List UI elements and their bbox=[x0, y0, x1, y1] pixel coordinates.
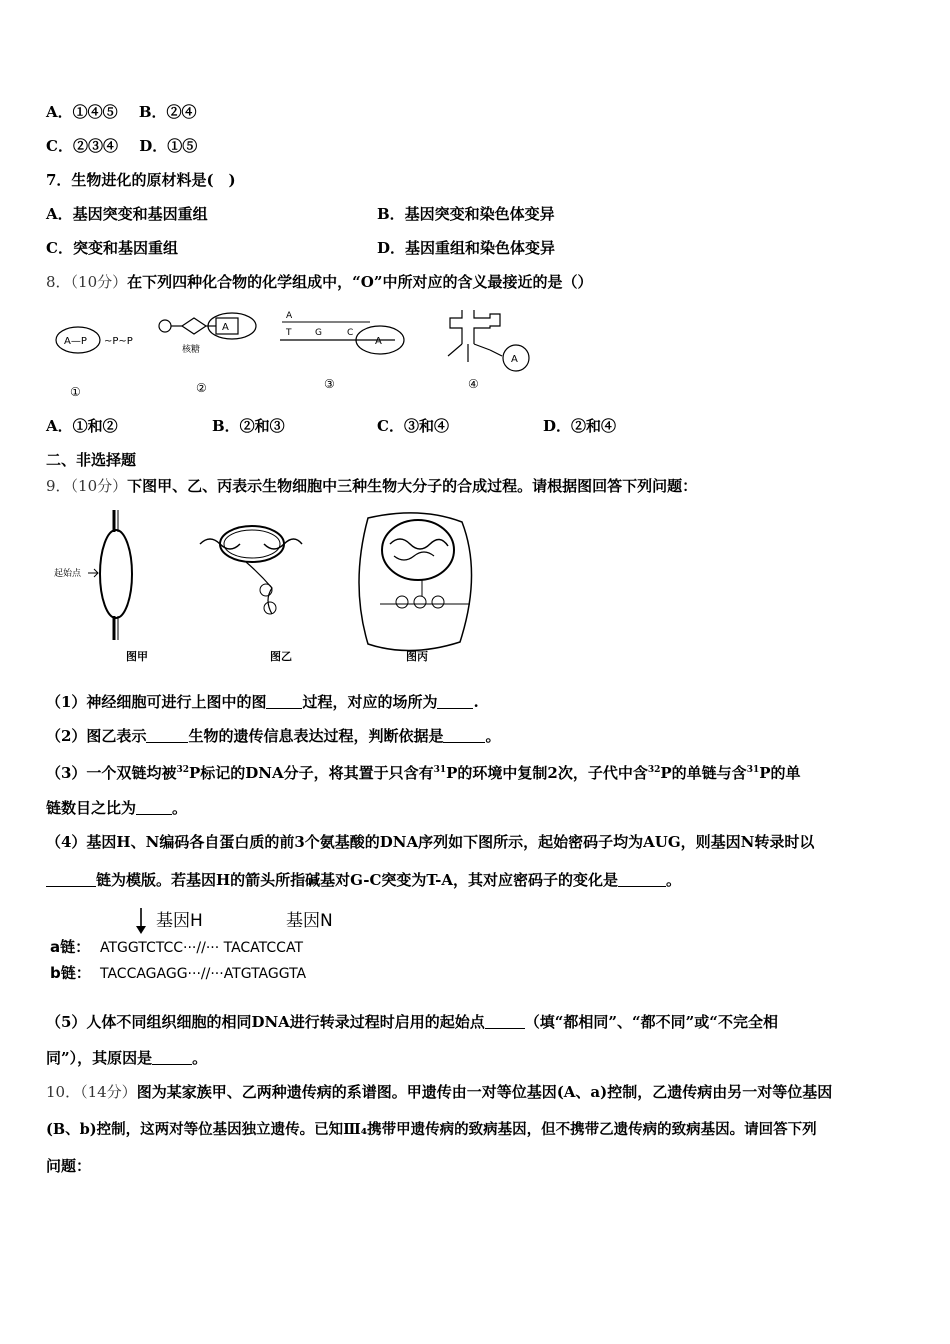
q7-stem: 7．生物进化的原材料是( ) bbox=[46, 171, 236, 189]
q9-part3-sup4: 31 bbox=[746, 765, 760, 775]
q9-part2-blank1[interactable] bbox=[146, 728, 188, 743]
q7-option-b: B．基因突变和染色体变异 bbox=[377, 205, 555, 223]
q9-part4-blank1[interactable] bbox=[46, 872, 96, 887]
fig-bing-label: 图丙 bbox=[406, 650, 428, 663]
q9-part5-text2: （填“都相同”、“都不同”或“不完全相 bbox=[524, 1013, 778, 1031]
gene-h-label: 基因H bbox=[156, 911, 203, 931]
q9-part4-cont bbox=[46, 870, 681, 890]
q7-option-d: D．基因重组和染色体变异 bbox=[377, 239, 556, 257]
f1-tail: ~P~P bbox=[104, 336, 133, 347]
q8-number: 8．（10分） bbox=[46, 273, 128, 291]
q10-line1 bbox=[46, 1082, 832, 1102]
f3-letter-c: C bbox=[347, 328, 354, 338]
q9-part3-end: 。 bbox=[172, 799, 188, 817]
q9-part5-text: （5）人体不同组织细胞的相同DNA进行转录过程时启用的起始点 bbox=[46, 1013, 485, 1031]
q8-option-a: A．①和② bbox=[46, 417, 118, 435]
q9-synthesis-figure bbox=[50, 504, 480, 668]
q9-part4: （4）基因H、N编码各自蛋白质的前3个氨基酸的DNA序列如下图所示，起始密码子均为AUG，则基因N转录时以 bbox=[46, 833, 815, 851]
q9-part2-end: 。 bbox=[485, 727, 501, 745]
q9-part3-sup3: 32 bbox=[647, 765, 661, 775]
q6-option-c: C．②③④ bbox=[46, 137, 118, 155]
q6-option-d: D．①⑤ bbox=[139, 137, 198, 155]
q6-options-row1 bbox=[46, 102, 197, 122]
section-heading: 二、非选择题 bbox=[46, 451, 137, 469]
q10-number: 10．（14分） bbox=[46, 1083, 137, 1101]
q9-part3-text-e: P的单 bbox=[759, 764, 801, 782]
q9-part1-text: （1）神经细胞可进行上图中的图 bbox=[46, 693, 267, 711]
q9-part3-text-a: （3）一个双链均被 bbox=[46, 764, 177, 782]
q9-part3-sup1: 32 bbox=[176, 765, 189, 775]
q9-part3-cont bbox=[46, 798, 187, 818]
q9-stem-line bbox=[46, 476, 697, 496]
q7-option-c: C．突变和基因重组 bbox=[46, 239, 178, 257]
f2-caption: 核糖 bbox=[182, 345, 201, 355]
f1-number: ① bbox=[70, 385, 81, 399]
q7-option-a: A．基因突变和基因重组 bbox=[46, 205, 208, 223]
f4-circle-label: A bbox=[511, 354, 518, 365]
mutation-arrow-icon bbox=[136, 926, 146, 934]
f3-letter-t: T bbox=[286, 328, 292, 338]
b-chain-seq: TACCAGAGG···//···ATGTAGGTA bbox=[100, 966, 307, 982]
q9-part2 bbox=[46, 726, 500, 746]
fig-yi-label: 图乙 bbox=[270, 650, 292, 663]
f3-letter-g: G bbox=[315, 328, 322, 338]
q8-option-d: D．②和④ bbox=[543, 417, 617, 435]
q6-option-b: B．②④ bbox=[138, 103, 197, 121]
q9-part5-cont bbox=[46, 1048, 207, 1068]
q9-part1-end: . bbox=[473, 693, 479, 711]
q9-part2-blank2[interactable] bbox=[443, 728, 485, 743]
q8-option-c: C．③和④ bbox=[377, 417, 449, 435]
a-chain-label: a链： bbox=[50, 938, 91, 956]
q9-part2-text: （2）图乙表示 bbox=[46, 727, 147, 745]
q9-part3-text-b: P标记的DNA分子，将其置于只含有 bbox=[188, 764, 434, 782]
q9-part5-blank1[interactable] bbox=[485, 1014, 525, 1029]
b-chain-label: b链： bbox=[50, 964, 91, 982]
fig-jia-label: 图甲 bbox=[126, 650, 148, 663]
f4-number: ④ bbox=[468, 377, 479, 391]
q9-part3 bbox=[46, 760, 801, 783]
a-chain-seq: ATGGTCTCC···//··· TACATCCAT bbox=[100, 940, 303, 956]
dna-sequence-figure bbox=[50, 906, 380, 986]
q8-stem-line bbox=[46, 272, 592, 292]
f3-number: ③ bbox=[324, 377, 335, 391]
q9-part1-blank1[interactable] bbox=[266, 694, 302, 709]
q9-part3-text-f: 链数目之比为 bbox=[46, 799, 137, 817]
q8-stem: 在下列四种化合物的化学组成中，“O”中所对应的含义最接近的是（） bbox=[127, 273, 593, 291]
q9-part1-blank2[interactable] bbox=[437, 694, 473, 709]
q9-part2-text2: 生物的遗传信息表达过程，判断依据是 bbox=[188, 727, 444, 745]
q9-number: 9．（10分） bbox=[46, 477, 128, 495]
q9-part3-sup2: 31 bbox=[433, 765, 447, 775]
q10-line3: 问题： bbox=[46, 1157, 92, 1175]
f1-label: A—P bbox=[64, 336, 87, 347]
q9-part3-text-c: P的环境中复制2次，子代中含 bbox=[446, 764, 648, 782]
q9-part1 bbox=[46, 692, 479, 712]
q8-compound-figure bbox=[50, 304, 550, 400]
f2-label: A bbox=[222, 322, 229, 333]
q9-part4-end: 。 bbox=[665, 871, 681, 889]
f3-letter-a: A bbox=[286, 311, 293, 321]
q9-part4-text2: 链为模版。若基因H的箭头所指碱基对G-C突变为T-A，其对应密码子的变化是 bbox=[96, 871, 618, 889]
q9-part5-blank2[interactable] bbox=[152, 1050, 192, 1065]
fig-origin-label: 起始点 bbox=[54, 569, 82, 579]
q9-part3-text-d: P的单链与含 bbox=[660, 764, 747, 782]
q6-option-a: A．①④⑤ bbox=[46, 103, 118, 121]
q9-part3-blank[interactable] bbox=[136, 800, 172, 815]
gene-n-label: 基因N bbox=[286, 911, 333, 931]
q9-part5-text3: 同”），其原因是 bbox=[46, 1049, 153, 1067]
q10-text1: 图为某家族甲、乙两种遗传病的系谱图。甲遗传由一对等位基因(A、a)控制，乙遗传病由另一对等位基因 bbox=[136, 1083, 833, 1101]
q9-stem: 下图甲、乙、丙表示生物细胞中三种生物大分子的合成过程。请根据图回答下列问题： bbox=[127, 477, 698, 495]
q9-part5 bbox=[46, 1012, 778, 1032]
q9-part4-blank2[interactable] bbox=[618, 872, 666, 887]
f2-number: ② bbox=[196, 381, 207, 395]
q9-part5-end: 。 bbox=[192, 1049, 208, 1067]
f3-circle-label: A bbox=[375, 336, 382, 347]
q6-options-row2 bbox=[46, 136, 197, 156]
q9-part1-text2: 过程，对应的场所为 bbox=[302, 693, 438, 711]
q8-option-b: B．②和③ bbox=[212, 417, 285, 435]
q10-line2: (B、b)控制，这两对等位基因独立遗传。已知Ⅲ₄携带甲遗传病的致病基因，但不携带乙遗传病的致病基因。请回答下列 bbox=[46, 1121, 817, 1138]
